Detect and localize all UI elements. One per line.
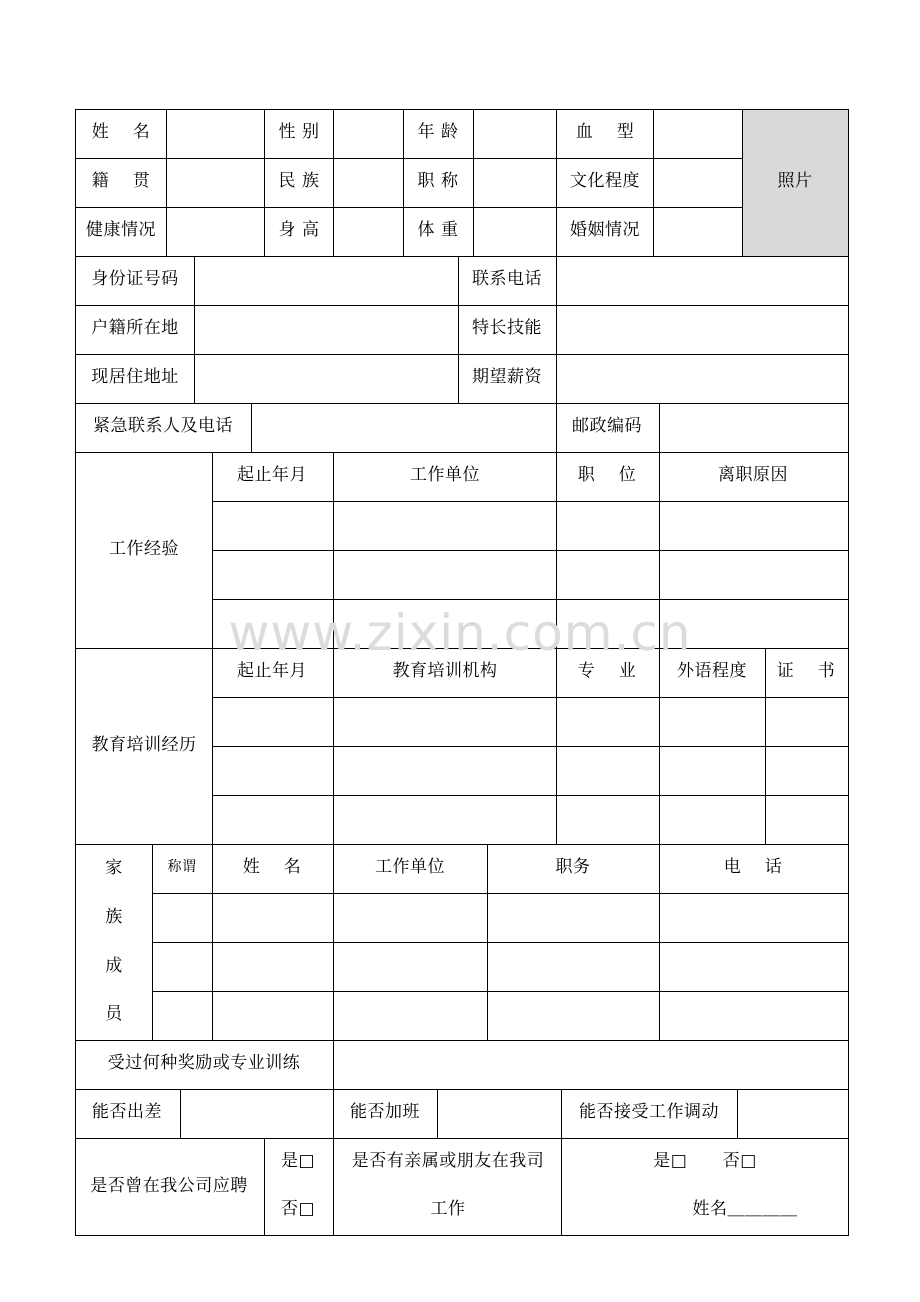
label-family-char: 员 (105, 1004, 123, 1024)
grid-line (75, 305, 849, 306)
header-work-position: 职 位 (577, 465, 637, 485)
grid-line (458, 256, 459, 403)
grid-line (659, 844, 660, 1040)
grid-line (152, 942, 849, 943)
grid-line (561, 1089, 562, 1138)
grid-line (75, 109, 76, 1236)
header-family-relation: 称谓 (167, 859, 197, 875)
grid-line (473, 109, 474, 256)
grid-line (75, 1040, 849, 1041)
grid-line (212, 746, 849, 747)
grid-line (194, 256, 195, 403)
grid-line (212, 844, 213, 1040)
label-phone: 联系电话 (472, 269, 542, 289)
label-applied-before: 是否曾在我公司应聘 (90, 1176, 248, 1196)
label-expected-salary: 期望薪资 (472, 367, 542, 387)
label-relatives-question: 是否有亲属或朋友在我司 (351, 1151, 545, 1171)
label-transfer: 能否接受工作调动 (579, 1102, 719, 1122)
header-edu-period: 起止年月 (237, 661, 307, 681)
grid-line (212, 599, 849, 600)
label-gender: 性 别 (278, 122, 320, 142)
grid-line (75, 207, 743, 208)
header-family-phone: 电 话 (723, 857, 783, 877)
label-family-char: 家 (105, 858, 123, 878)
watermark: www.zixin.com.cn (228, 604, 692, 662)
label-name: 姓 名 (91, 122, 151, 142)
grid-line (848, 109, 849, 1236)
grid-line (264, 109, 265, 256)
grid-line (212, 795, 849, 796)
relative-name-blank[interactable]: 姓名＿＿＿＿ (692, 1199, 798, 1219)
label-emergency-contact: 紧急联系人及电话 (93, 416, 233, 436)
grid-line (152, 844, 153, 1040)
grid-line (437, 1089, 438, 1138)
header-family-employer: 工作单位 (375, 857, 445, 877)
header-edu-institution: 教育培训机构 (392, 661, 498, 681)
label-family-char: 族 (105, 907, 123, 927)
label-overtime: 能否加班 (350, 1102, 420, 1122)
label-weight: 体 重 (417, 220, 459, 240)
grid-line (75, 452, 849, 453)
label-health: 健康情况 (86, 220, 156, 240)
grid-line (333, 1138, 334, 1235)
header-family-position: 职务 (555, 857, 591, 877)
label-id-number: 身份证号码 (91, 269, 179, 289)
grid-line (653, 109, 654, 256)
label-business-trip: 能否出差 (92, 1102, 162, 1122)
label-postal-code: 邮政编码 (572, 416, 642, 436)
grid-line (75, 1089, 849, 1090)
label-education: 教育培训经历 (91, 735, 197, 755)
grid-line (333, 1089, 334, 1138)
grid-line (556, 256, 557, 403)
header-edu-language: 外语程度 (677, 661, 747, 681)
label-education-level: 文化程度 (570, 171, 640, 191)
header-work-period: 起止年月 (237, 465, 307, 485)
grid-line (742, 109, 743, 256)
grid-line (403, 109, 404, 256)
grid-line (212, 501, 849, 502)
grid-line (333, 844, 334, 1040)
grid-line (166, 109, 167, 256)
grid-line (75, 844, 849, 845)
grid-line (180, 1089, 181, 1138)
label-current-address: 现居住地址 (91, 367, 179, 387)
grid-line (212, 452, 213, 844)
grid-line (152, 991, 849, 992)
label-height: 身 高 (278, 220, 320, 240)
header-work-leave-reason: 离职原因 (718, 465, 788, 485)
label-blood-type: 血 型 (575, 122, 635, 142)
grid-line (75, 1138, 849, 1139)
grid-line (251, 403, 252, 452)
label-family-char: 成 (105, 956, 123, 976)
label-age: 年 龄 (417, 122, 459, 142)
grid-line (556, 403, 557, 452)
checkbox-relatives-yes-no[interactable]: 是□ 否□ (653, 1151, 757, 1171)
label-marital-status: 婚姻情况 (570, 220, 640, 240)
header-family-name: 姓 名 (242, 857, 302, 877)
grid-line (75, 109, 849, 110)
grid-line (75, 354, 849, 355)
grid-line (333, 109, 334, 256)
label-relatives-question-cont: 工作 (430, 1199, 466, 1219)
header-edu-major: 专 业 (577, 661, 637, 681)
grid-line (212, 697, 849, 698)
grid-line (487, 844, 488, 1040)
grid-line (264, 1138, 265, 1235)
grid-line (75, 403, 849, 404)
checkbox-applied-yes[interactable]: 是□ (280, 1151, 316, 1171)
grid-line (737, 1089, 738, 1138)
grid-line (333, 1040, 334, 1089)
grid-line (765, 648, 766, 844)
label-work-experience: 工作经验 (109, 539, 179, 559)
grid-line (75, 1235, 849, 1236)
header-work-employer: 工作单位 (410, 465, 480, 485)
grid-line (212, 550, 849, 551)
header-edu-certificate: 证 书 (776, 661, 836, 681)
label-ethnicity: 民 族 (278, 171, 320, 191)
grid-line (75, 158, 743, 159)
label-title: 职 称 (417, 171, 459, 191)
label-household-address: 户籍所在地 (91, 318, 179, 338)
label-awards: 受过何种奖励或专业训练 (107, 1053, 301, 1073)
grid-line (556, 109, 557, 256)
grid-line (659, 403, 660, 452)
label-native-place: 籍 贯 (91, 171, 151, 191)
label-skills: 特长技能 (472, 318, 542, 338)
grid-line (152, 893, 849, 894)
grid-line (561, 1138, 562, 1235)
checkbox-applied-no[interactable]: 否□ (280, 1199, 316, 1219)
grid-line (75, 256, 849, 257)
label-photo: 照片 (777, 171, 813, 191)
